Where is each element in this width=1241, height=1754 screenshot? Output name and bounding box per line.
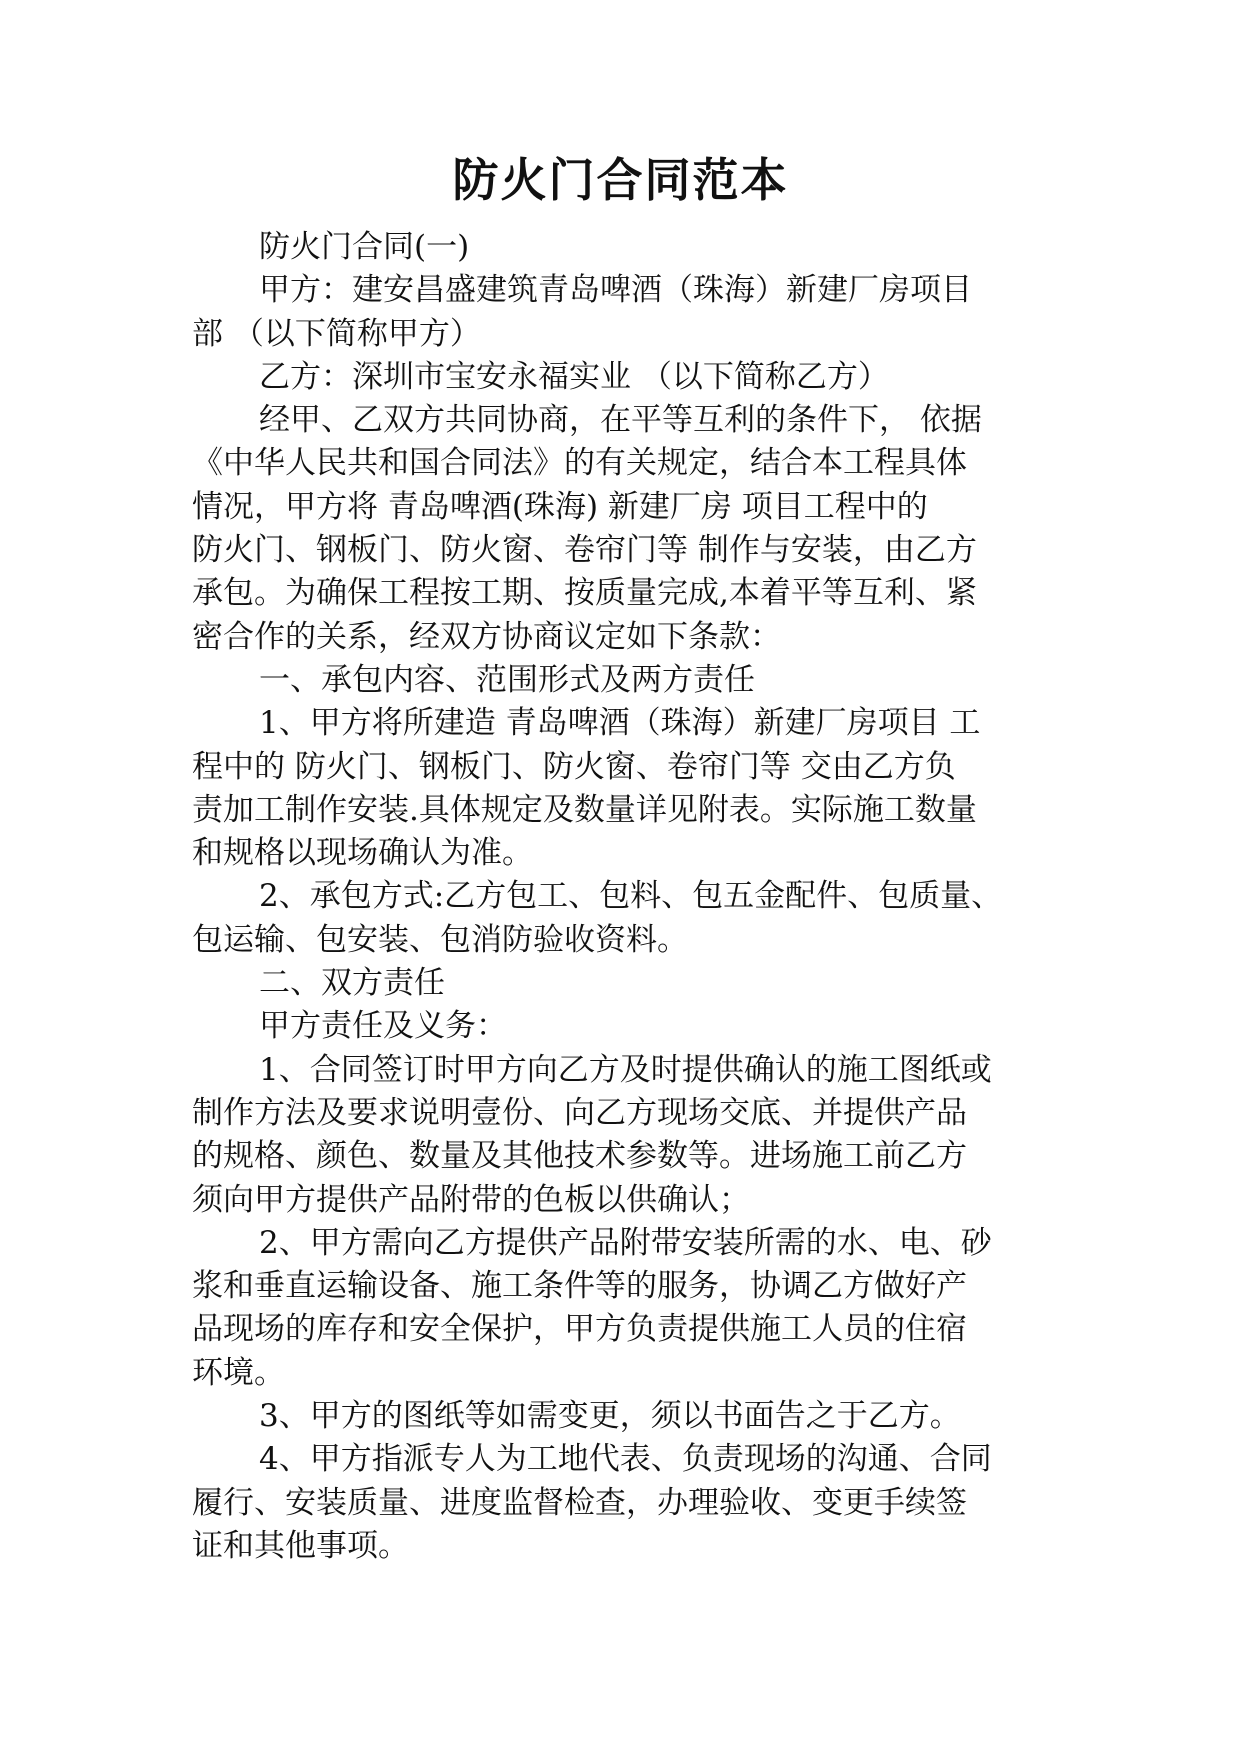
paragraph-line: 履行、安装质量、进度监督检查，办理验收、变更手续签	[192, 1484, 967, 1521]
paragraph-line: 包运输、包安装、包消防验收资料。	[192, 921, 688, 958]
paragraph-line: 防火门合同(一)	[259, 229, 470, 265]
paragraph-line: 和规格以现场确认为准。	[192, 835, 533, 872]
paragraph-line: 乙方：深圳市宝安永福实业 （以下简称乙方）	[259, 358, 889, 395]
paragraph-line: 浆和垂直运输设备、施工条件等的服务，协调乙方做好产	[192, 1268, 967, 1305]
paragraph-line: 部 （以下简称甲方）	[192, 315, 481, 352]
paragraph-line: 甲方：建安昌盛建筑青岛啤酒（珠海）新建厂房项目	[259, 272, 972, 309]
paragraph-line: 2、承包方式:乙方包工、包料、包五金配件、包质量、	[259, 878, 1003, 915]
paragraph-line: 3、甲方的图纸等如需变更，须以书面告之于乙方。	[259, 1398, 961, 1435]
paragraph-line: 承包。为确保工程按工期、按质量完成,本着平等互利、紧	[192, 575, 977, 612]
paragraph-line: 程中的 防火门、钢板门、防火窗、卷帘门等 交由乙方负	[192, 748, 956, 785]
document-body	[192, 226, 1092, 1568]
paragraph-line: 责加工制作安装.具体规定及数量详见附表。实际施工数量	[192, 791, 977, 828]
paragraph-line: 情况，甲方将 青岛啤酒(珠海) 新建厂房 项目工程中的	[192, 488, 928, 525]
paragraph-line: 环境。	[192, 1354, 285, 1391]
document-title: 防火门合同范本	[452, 153, 789, 207]
paragraph-line: 制作方法及要求说明壹份、向乙方现场交底、并提供产品	[192, 1094, 967, 1131]
paragraph-line: 的规格、颜色、数量及其他技术参数等。进场施工前乙方	[192, 1138, 967, 1175]
subsection-heading: 甲方责任及义务：	[259, 1008, 507, 1045]
section-heading: 一、承包内容、范围形式及两方责任	[259, 661, 755, 698]
paragraph-line: 经甲、乙双方共同协商，在平等互利的条件下， 依据	[259, 402, 982, 439]
paragraph-line: 1、合同签订时甲方向乙方及时提供确认的施工图纸或	[259, 1051, 992, 1088]
paragraph-line: 1、甲方将所建造 青岛啤酒（珠海）新建厂房项目 工	[259, 705, 981, 742]
paragraph-line: 密合作的关系，经双方协商议定如下条款：	[192, 618, 781, 655]
paragraph-line: 《中华人民共和国合同法》的有关规定，结合本工程具体	[192, 445, 967, 482]
paragraph-line: 证和其他事项。	[192, 1527, 409, 1564]
paragraph-line: 2、甲方需向乙方提供产品附带安装所需的水、电、砂	[259, 1224, 992, 1261]
paragraph-line: 须向甲方提供产品附带的色板以供确认；	[192, 1181, 750, 1218]
paragraph-line: 4、甲方指派专人为工地代表、负责现场的沟通、合同	[259, 1441, 992, 1478]
paragraph-line: 防火门、钢板门、防火窗、卷帘门等 制作与安装，由乙方	[192, 532, 977, 569]
section-heading: 二、双方责任	[259, 965, 445, 1002]
paragraph-line: 品现场的库存和安全保护，甲方负责提供施工人员的住宿	[192, 1311, 967, 1348]
